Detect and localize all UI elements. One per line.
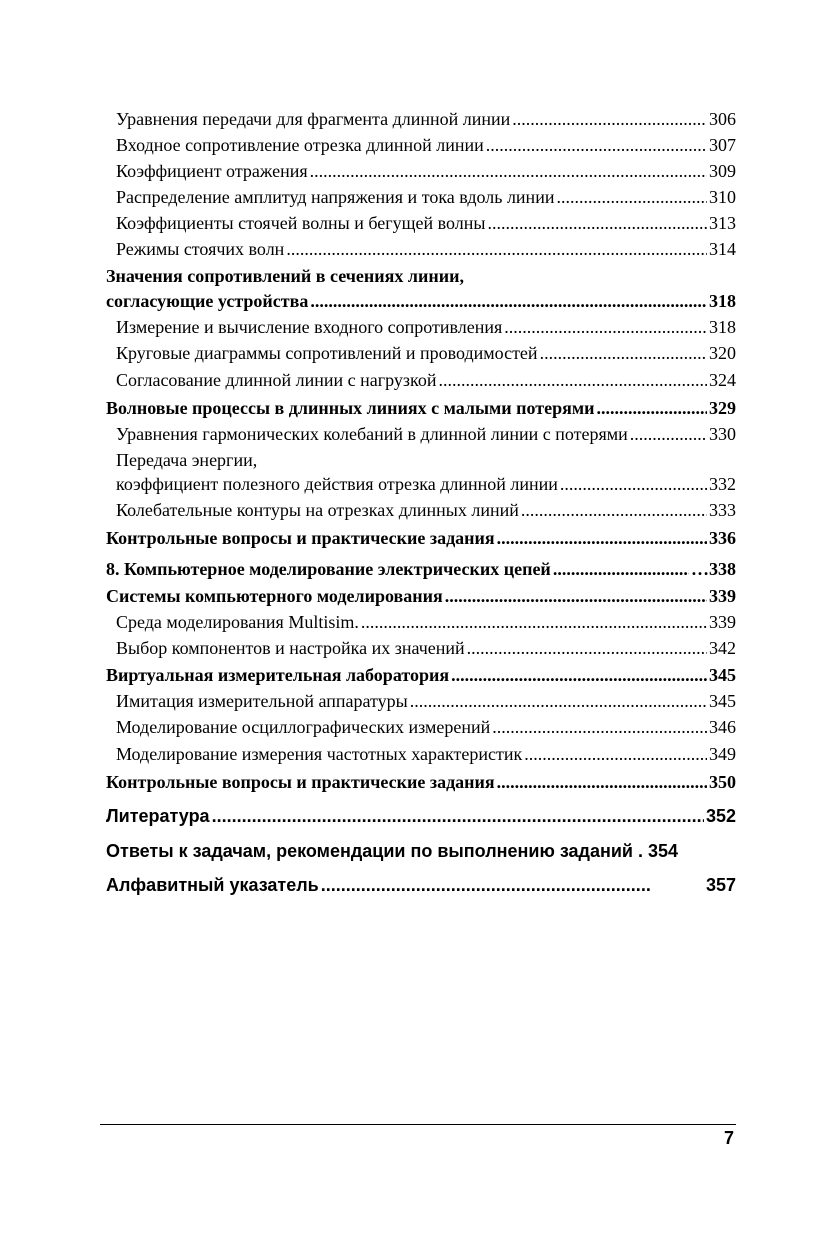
toc-section-title: Контрольные вопросы и практические задания (106, 772, 495, 792)
toc-entry (106, 316, 736, 338)
dot-leader (556, 186, 707, 208)
toc-entry-title: Колебательные контуры на отрезках длинных линий (116, 500, 519, 520)
toc-section (106, 290, 736, 312)
toc-section (106, 585, 736, 607)
toc-section-page: 350 (709, 772, 736, 792)
toc-entry-title: Выбор компонентов и настройка их значений (116, 638, 465, 658)
dot-leader (524, 743, 707, 765)
dot-leader (597, 397, 707, 419)
dot-leader (286, 238, 707, 260)
toc-chapter (106, 805, 736, 827)
toc-section (106, 771, 736, 793)
dot-leader (486, 134, 707, 156)
toc-entry-page: 339 (709, 612, 736, 632)
toc-section (106, 527, 736, 549)
dot-leader (487, 212, 707, 234)
toc-entry-title: Среда моделирования Multisim. (116, 612, 359, 632)
page-number: 7 (723, 1128, 734, 1148)
toc-entry-title: Моделирование измерения частотных характеристик (116, 744, 523, 764)
toc-entry-page: 349 (709, 744, 736, 764)
toc-entry (106, 238, 736, 260)
footer-divider (100, 1124, 736, 1125)
toc-entry (106, 637, 736, 659)
dot-leader (310, 290, 707, 312)
toc-entry-page: 309 (709, 161, 736, 181)
toc-section-page: 345 (709, 665, 736, 685)
toc-chapter-title: Алфавитный указатель (106, 875, 319, 895)
dot-leader (521, 499, 707, 521)
toc-entry-page: 342 (709, 638, 736, 658)
dot-leader (497, 771, 707, 793)
dot-leader (467, 637, 707, 659)
toc-entry-page: 330 (709, 424, 736, 444)
toc-entry-page: 314 (709, 239, 736, 259)
dot-leader (504, 316, 707, 338)
toc-entry (106, 423, 736, 445)
toc-entry (106, 108, 736, 130)
dot-leader (540, 342, 707, 364)
dot-leader (560, 473, 707, 495)
toc-entry-title: Режимы стоячих волн (116, 239, 285, 259)
dot-leader (451, 664, 707, 686)
toc-chapter-page: 352 (705, 806, 736, 826)
toc-entry-page: 320 (709, 343, 736, 363)
toc-section-title: согласующие устройства (106, 291, 309, 311)
toc-section (106, 397, 736, 419)
toc-chapter (106, 840, 736, 862)
toc-entry-title: Уравнения передачи для фрагмента длинной линии (116, 109, 511, 129)
toc-entry-page: 324 (709, 370, 736, 390)
toc-entry-page: 333 (709, 500, 736, 520)
toc-entry (106, 342, 736, 364)
dot-leader (438, 369, 707, 391)
toc-entry (106, 134, 736, 156)
toc-section-title: Виртуальная измерительная лаборатория (106, 665, 450, 685)
dot-leader (492, 716, 707, 738)
dot-leader (630, 423, 707, 445)
toc-entry-title: Коэффициент отражения (116, 161, 308, 181)
toc-entry-page: 306 (709, 109, 736, 129)
toc-chapter-page: 357 (705, 875, 736, 895)
toc-entry-title: Круговые диаграммы сопротивлений и проводимостей (116, 343, 538, 363)
toc-entry-title: Входное сопротивление отрезка длинной линии (116, 135, 484, 155)
toc-entry (106, 369, 736, 391)
toc-section-title: Волновые процессы в длинных линиях с малыми потерями (106, 398, 595, 418)
dot-leader (497, 527, 707, 549)
toc-section-page: 318 (709, 291, 736, 311)
dot-leader (410, 690, 707, 712)
toc-entry-title: коэффициент полезного действия отрезка длинной линии (116, 474, 558, 494)
dot-leader (553, 558, 689, 580)
toc-chapter (106, 874, 736, 896)
toc-entry (106, 473, 736, 495)
toc-entry-title: Коэффициенты стоячей волны и бегущей волны (116, 213, 486, 233)
toc-entry (106, 690, 736, 712)
toc-chapter-page: …338 (691, 559, 736, 579)
toc-section-page: 329 (709, 398, 736, 418)
toc-entry (106, 186, 736, 208)
toc-entry (106, 743, 736, 765)
toc-entry-title: Измерение и вычисление входного сопротивления (116, 317, 503, 337)
toc-entry-title-line: Передача энергии, (116, 450, 258, 470)
dot-leader (212, 805, 704, 827)
toc-entry (106, 212, 736, 234)
toc-entry-page: 345 (709, 691, 736, 711)
toc-entry-page: 332 (709, 474, 736, 494)
toc-chapter-title: 8. Компьютерное моделирование электрических цепей (106, 559, 551, 579)
toc-entry-title: Распределение амплитуд напряжения и тока вдоль линии (116, 187, 555, 207)
toc-entry (106, 499, 736, 521)
dot-leader (321, 874, 651, 896)
toc-entry-title: Имитация измерительной аппаратуры (116, 691, 408, 711)
toc-entry-title: Моделирование осциллографических измерений (116, 717, 491, 737)
dot-leader (310, 160, 707, 182)
toc-section-title: Системы компьютерного моделирования (106, 586, 443, 606)
toc-entry-page: 310 (709, 187, 736, 207)
toc-entry-title: Уравнения гармонических колебаний в длинной линии с потерями (116, 424, 628, 444)
toc-chapter-title: Литература (106, 806, 210, 826)
toc-chapter-page: 354 (648, 841, 679, 861)
dot-leader (512, 108, 707, 130)
toc-section-title: Контрольные вопросы и практические задания (106, 528, 495, 548)
toc-entry-page: 307 (709, 135, 736, 155)
dot-leader (445, 585, 707, 607)
toc-entry (106, 611, 736, 633)
toc-section (106, 664, 736, 686)
toc-entry (106, 160, 736, 182)
dot-leader (361, 611, 707, 633)
toc-section-page: 339 (709, 586, 736, 606)
toc-entry (106, 716, 736, 738)
toc-entry-page: 346 (709, 717, 736, 737)
toc-section-title-line: Значения сопротивлений в сечениях линии, (106, 266, 464, 286)
toc-chapter (106, 558, 736, 580)
toc-section-page: 336 (709, 528, 736, 548)
toc-entry-page: 318 (709, 317, 736, 337)
toc-entry-page: 313 (709, 213, 736, 233)
toc-entry-title: Согласование длинной линии с нагрузкой (116, 370, 437, 390)
toc-chapter-title: Ответы к задачам, рекомендации по выполнению заданий . (106, 841, 643, 861)
